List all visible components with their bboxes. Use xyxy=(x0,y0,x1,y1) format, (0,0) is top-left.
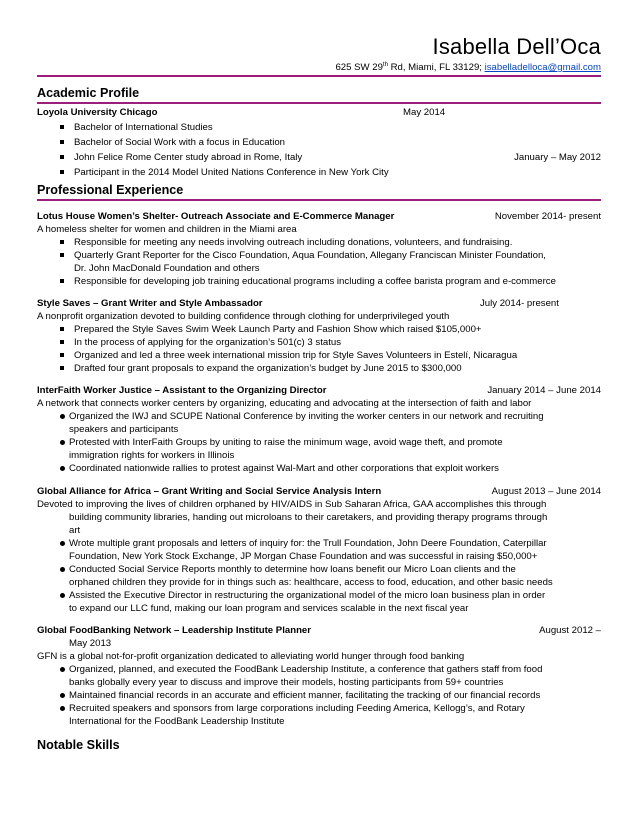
email-link[interactable]: isabelladelloca@gmail.com xyxy=(484,62,601,74)
job-desc-cont: art xyxy=(69,525,81,536)
list-item: Responsible for developing job training educational programs including a coffee barista program and e-commerce xyxy=(74,276,556,287)
list-item-cont: International for the FoodBank Leadership Institute xyxy=(69,716,285,727)
list-item: Bachelor of Social Work with a focus in Education xyxy=(74,137,285,148)
list-item: Responsible for meeting any needs involving outreach including donations, volunteers, and fundraising. xyxy=(74,237,512,248)
list-item: Conducted Social Service Reports monthly to determine how loans benefit our Micro Loan clients and the xyxy=(69,564,516,575)
section-title-experience: Professional Experience xyxy=(37,183,184,197)
list-item: In the process of applying for the organization’s 501(c) 3 status xyxy=(74,337,341,348)
job-title: Lotus House Women’s Shelter- Outreach Associate and E-Commerce Manager xyxy=(37,211,395,222)
section-title-academic: Academic Profile xyxy=(37,86,140,100)
experience-rule xyxy=(37,199,601,201)
list-item: Maintained financial records in an accurate and efficient manner, facilitating the tracking of our financial records xyxy=(69,690,540,701)
job-desc: A homeless shelter for women and children in the Miami area xyxy=(37,224,297,235)
job-date-cont: May 2013 xyxy=(69,638,112,649)
job-title: InterFaith Worker Justice – Assistant to the Organizing Director xyxy=(37,385,327,396)
address-rest: Rd, Miami, FL 33129; xyxy=(387,62,485,74)
job-date: November 2014- present xyxy=(494,211,601,222)
list-item-cont: banks globally every year to discuss and improve their models, hosting participants from 59+ countries xyxy=(69,677,504,688)
contact-line xyxy=(335,62,601,73)
list-item: Quarterly Grant Reporter for the Cisco Foundation, Aqua Foundation, Allegany Franciscan Minister Foundation, xyxy=(74,250,546,261)
list-item: Prepared the Style Saves Swim Week Launch Party and Fashion Show which raised $105,000+ xyxy=(74,324,482,335)
school-name: Loyola University Chicago xyxy=(37,107,158,118)
list-item-cont: immigration rights for workers in Illinois xyxy=(69,450,235,461)
address: 625 SW 29 xyxy=(335,62,383,74)
school-date: May 2014 xyxy=(403,107,446,118)
candidate-name: Isabella Dell’Oca xyxy=(432,34,601,59)
header-rule xyxy=(37,75,601,77)
job-date: August 2013 – June 2014 xyxy=(491,486,601,497)
list-item-cont: Dr. John MacDonald Foundation and others xyxy=(74,263,260,274)
list-item: Organized, planned, and executed the FoodBank Leadership Institute, a conference that gathers staff from food xyxy=(69,664,542,675)
list-item: Drafted four grant proposals to expand the organization’s budget by June 2015 to $300,000 xyxy=(74,363,462,374)
list-item: Organized and led a three week international mission trip for Style Saves Volunteers in Estelí, Nicaragua xyxy=(74,350,517,361)
list-item: Bachelor of International Studies xyxy=(74,122,213,133)
list-item: Coordinated nationwide rallies to protest against Wal-Mart and other corporations that exploit workers xyxy=(69,463,499,474)
rome-date: January – May 2012 xyxy=(514,152,601,163)
job-desc: A network that connects worker centers by organizing, educating and advocating at the intersection of faith and labor xyxy=(37,398,532,409)
list-item: John Felice Rome Center study abroad in Rome, Italy xyxy=(74,152,302,163)
list-item: Organized the IWJ and SCUPE National Conference by inviting the worker centers in our network and recruiting xyxy=(69,411,544,422)
job-date: August 2012 – xyxy=(539,625,601,636)
list-item-cont: speakers and participants xyxy=(69,424,179,435)
job-title: Global Alliance for Africa – Grant Writing and Social Service Analysis Intern xyxy=(37,486,382,497)
section-title-skills: Notable Skills xyxy=(37,738,120,752)
job-date: January 2014 – June 2014 xyxy=(487,385,601,396)
academic-rule xyxy=(37,102,601,104)
list-item: Protested with InterFaith Groups by uniting to raise the minimum wage, avoid wage theft, and promote xyxy=(69,437,503,448)
job-desc: Devoted to improving the lives of children orphaned by HIV/AIDS in Sub Saharan Africa, GAA accomplishes this through xyxy=(37,499,547,510)
list-item: Participant in the 2014 Model United Nations Conference in New York City xyxy=(74,167,389,178)
job-title: Global FoodBanking Network – Leadership Institute Planner xyxy=(37,625,311,636)
list-item: Wrote multiple grant proposals and letters of inquiry for: the Trull Foundation, John Deere Foundation, Caterpillar xyxy=(69,538,547,549)
job-desc-cont: building community libraries, handing out microloans to their caretakers, and providing therapy programs through xyxy=(69,512,548,523)
address-sup: th xyxy=(382,62,388,68)
list-item: Recruited speakers and sponsors from large corporations including Feeding America, Kellogg’s, and Rotary xyxy=(69,703,525,714)
list-item-cont: to expand our LLC fund, making our loan program and services scalable in the next fiscal year xyxy=(69,603,469,614)
job-desc: A nonprofit organization devoted to building confidence through clothing for underprivileged youth xyxy=(37,311,450,322)
job-title: Style Saves – Grant Writer and Style Ambassador xyxy=(37,298,263,309)
list-item-cont: Foundation, New York Stock Exchange, JP Morgan Chase Foundation and was successful in raising $50,000+ xyxy=(69,551,538,562)
job-date: July 2014- present xyxy=(480,298,559,309)
job-desc: GFN is a global not-for-profit organization dedicated to alleviating world hunger through food banking xyxy=(37,651,465,662)
list-item: Assisted the Executive Director in restructuring the organizational model of the micro loan business plan in order xyxy=(69,590,545,601)
list-item-cont: orphaned children they provide for in things such as: healthcare, access to food, education, and other basic needs xyxy=(69,577,553,588)
